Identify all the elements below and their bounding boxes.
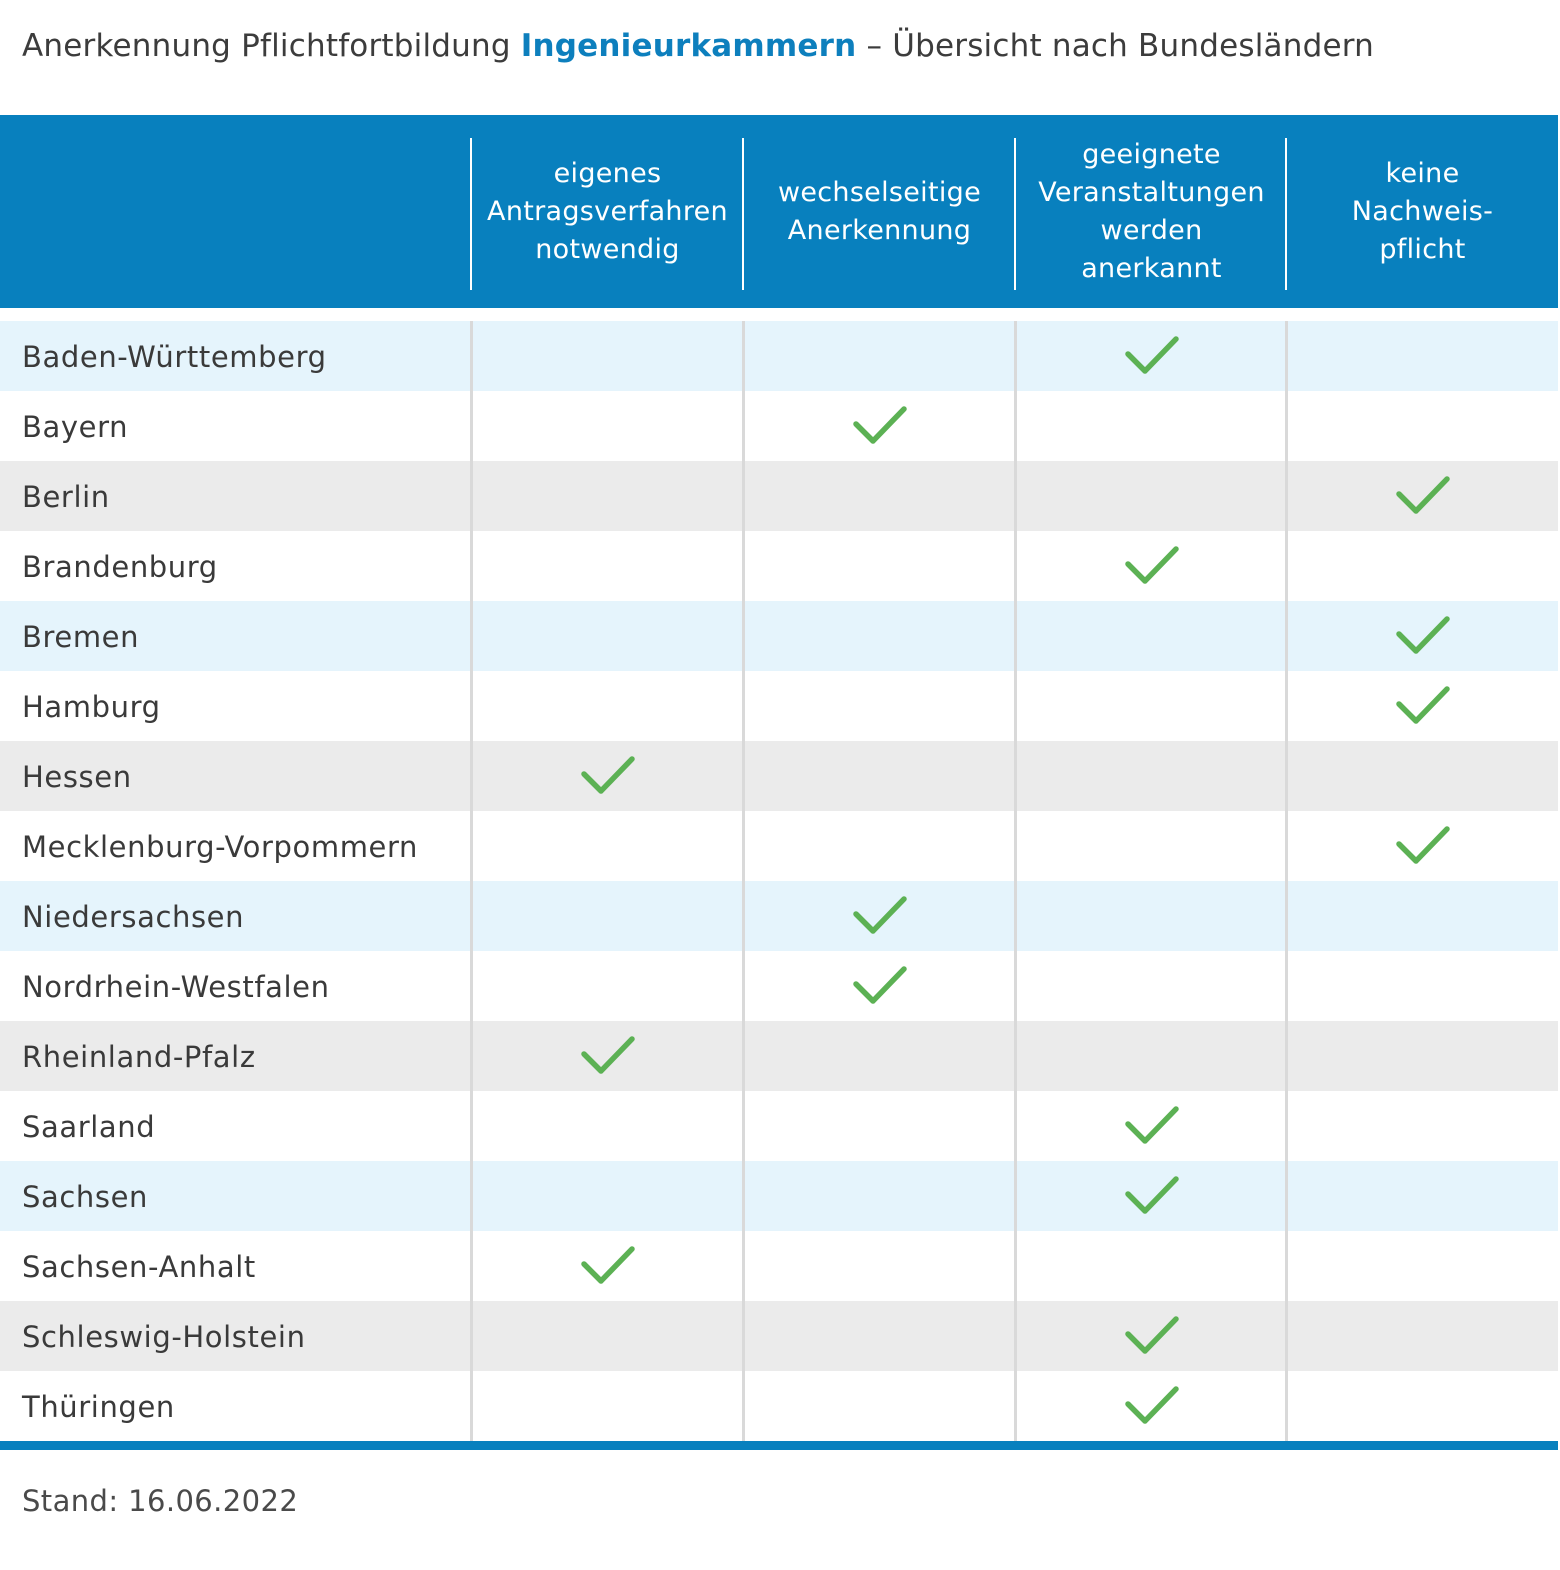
table-cell bbox=[1287, 741, 1558, 811]
state-name: Bremen bbox=[22, 620, 140, 654]
table-row bbox=[0, 321, 1558, 391]
state-name: Schleswig-Holstein bbox=[22, 1320, 306, 1354]
state-name: Rheinland-Pfalz bbox=[22, 1040, 256, 1074]
table-cell bbox=[744, 1301, 1015, 1371]
column-header-veranstaltungen: geeignete Veranstaltungen werden anerkannt bbox=[1038, 138, 1265, 284]
checkmark-icon bbox=[1395, 474, 1451, 518]
table-cell bbox=[744, 531, 1015, 601]
state-name: Bayern bbox=[22, 410, 129, 444]
checkmark-icon bbox=[852, 404, 908, 448]
title-part2: – Übersicht nach Bundesländern bbox=[856, 28, 1374, 64]
table-cell bbox=[1287, 1231, 1558, 1301]
table-row bbox=[0, 881, 1558, 951]
table-cell bbox=[1016, 1301, 1287, 1371]
table-cell bbox=[1287, 461, 1558, 531]
checkmark-icon bbox=[1124, 1104, 1180, 1148]
state-name: Hamburg bbox=[22, 690, 161, 724]
table-cell bbox=[1016, 1371, 1287, 1441]
title-highlight: Ingenieurkammern bbox=[520, 28, 857, 64]
state-name: Thüringen bbox=[22, 1390, 175, 1424]
checkmark-icon bbox=[1124, 1314, 1180, 1358]
state-name: Sachsen bbox=[22, 1180, 149, 1214]
table-cell bbox=[1016, 671, 1287, 741]
table-row bbox=[0, 1091, 1558, 1161]
table-row bbox=[0, 811, 1558, 881]
column-divider bbox=[1285, 321, 1288, 1441]
table-cell bbox=[744, 321, 1015, 391]
table-row bbox=[0, 951, 1558, 1021]
checkmark-icon bbox=[1124, 334, 1180, 378]
table-cell bbox=[1016, 461, 1287, 531]
table-cell bbox=[472, 461, 743, 531]
table-cell bbox=[1287, 531, 1558, 601]
table-cell bbox=[744, 881, 1015, 951]
table-cell bbox=[472, 1371, 743, 1441]
table-cell bbox=[472, 881, 743, 951]
checkmark-icon bbox=[580, 1034, 636, 1078]
column-header-keine-nachweispflicht: keine Nachweis- pflicht bbox=[1351, 157, 1494, 265]
table-cell bbox=[1287, 1091, 1558, 1161]
table-row bbox=[0, 601, 1558, 671]
checkmark-icon bbox=[1124, 1174, 1180, 1218]
table-cell bbox=[1016, 1231, 1287, 1301]
table-row bbox=[0, 1231, 1558, 1301]
page-title bbox=[22, 28, 1374, 64]
table-cell bbox=[744, 811, 1015, 881]
table-cell bbox=[1016, 391, 1287, 461]
column-header-antragsverfahren: eigenes Antragsverfahren notwendig bbox=[487, 157, 728, 265]
column-divider bbox=[1014, 321, 1017, 1441]
table-cell bbox=[1287, 601, 1558, 671]
state-name: Sachsen-Anhalt bbox=[22, 1250, 256, 1284]
table-cell bbox=[1287, 1161, 1558, 1231]
table-cell bbox=[1287, 321, 1558, 391]
table-row bbox=[0, 391, 1558, 461]
checkmark-icon bbox=[1124, 1384, 1180, 1428]
table-cell bbox=[1016, 531, 1287, 601]
table-row bbox=[0, 1301, 1558, 1371]
table-cell bbox=[1016, 951, 1287, 1021]
table-cell bbox=[472, 321, 743, 391]
table-cell bbox=[744, 601, 1015, 671]
column-divider bbox=[742, 321, 745, 1441]
table-cell bbox=[744, 1231, 1015, 1301]
table-row bbox=[0, 671, 1558, 741]
table-cell bbox=[744, 671, 1015, 741]
state-name: Baden-Württemberg bbox=[22, 340, 327, 374]
table-cell bbox=[1016, 741, 1287, 811]
table-cell bbox=[1287, 951, 1558, 1021]
table-cell bbox=[744, 741, 1015, 811]
table-cell bbox=[1016, 1091, 1287, 1161]
state-name: Mecklenburg-Vorpommern bbox=[22, 830, 418, 864]
table-cell bbox=[744, 391, 1015, 461]
table-body bbox=[0, 321, 1558, 1441]
table-cell bbox=[1287, 1301, 1558, 1371]
table-cell bbox=[472, 671, 743, 741]
table-cell bbox=[744, 1021, 1015, 1091]
table-bottom-rule bbox=[0, 1441, 1558, 1450]
table-cell bbox=[472, 1231, 743, 1301]
table-row bbox=[0, 531, 1558, 601]
table-cell bbox=[1016, 1161, 1287, 1231]
checkmark-icon bbox=[1124, 544, 1180, 588]
column-divider bbox=[470, 321, 473, 1441]
table-cell bbox=[1016, 1021, 1287, 1091]
table-cell bbox=[1287, 671, 1558, 741]
checkmark-icon bbox=[1395, 824, 1451, 868]
table-cell bbox=[472, 391, 743, 461]
checkmark-icon bbox=[580, 1244, 636, 1288]
checkmark-icon bbox=[1395, 614, 1451, 658]
table-cell bbox=[744, 461, 1015, 531]
table-row bbox=[0, 1161, 1558, 1231]
table-header bbox=[0, 115, 1558, 308]
footer-date: Stand: 16.06.2022 bbox=[22, 1484, 299, 1518]
table-cell bbox=[1287, 811, 1558, 881]
column-header-wechselseitig: wechselseitige Anerkennung bbox=[777, 176, 982, 246]
checkmark-icon bbox=[852, 964, 908, 1008]
state-name: Hessen bbox=[22, 760, 132, 794]
table-cell bbox=[1287, 1021, 1558, 1091]
table-cell bbox=[472, 951, 743, 1021]
table-cell bbox=[744, 1371, 1015, 1441]
checkmark-icon bbox=[852, 894, 908, 938]
table-row bbox=[0, 741, 1558, 811]
state-name: Saarland bbox=[22, 1110, 156, 1144]
table-cell bbox=[472, 1301, 743, 1371]
table-row bbox=[0, 461, 1558, 531]
title-part1: Anerkennung Pflichtfortbildung bbox=[22, 28, 521, 64]
table-cell bbox=[1016, 881, 1287, 951]
table-row bbox=[0, 1021, 1558, 1091]
checkmark-icon bbox=[580, 754, 636, 798]
table-cell bbox=[1016, 321, 1287, 391]
table-cell bbox=[472, 1161, 743, 1231]
table-cell bbox=[472, 531, 743, 601]
state-name: Nordrhein-Westfalen bbox=[22, 970, 330, 1004]
table-cell bbox=[472, 741, 743, 811]
table-cell bbox=[472, 811, 743, 881]
state-name: Berlin bbox=[22, 480, 110, 514]
state-name: Niedersachsen bbox=[22, 900, 245, 934]
table-row bbox=[0, 1371, 1558, 1441]
table-cell bbox=[744, 1161, 1015, 1231]
table-cell bbox=[472, 1091, 743, 1161]
table-cell bbox=[1016, 601, 1287, 671]
state-name: Brandenburg bbox=[22, 550, 218, 584]
table-cell bbox=[744, 951, 1015, 1021]
table-cell bbox=[1287, 881, 1558, 951]
checkmark-icon bbox=[1395, 684, 1451, 728]
table-cell bbox=[1287, 1371, 1558, 1441]
table-cell bbox=[744, 1091, 1015, 1161]
table-cell bbox=[472, 601, 743, 671]
table-cell bbox=[1287, 391, 1558, 461]
table-cell bbox=[1016, 811, 1287, 881]
table-cell bbox=[472, 1021, 743, 1091]
